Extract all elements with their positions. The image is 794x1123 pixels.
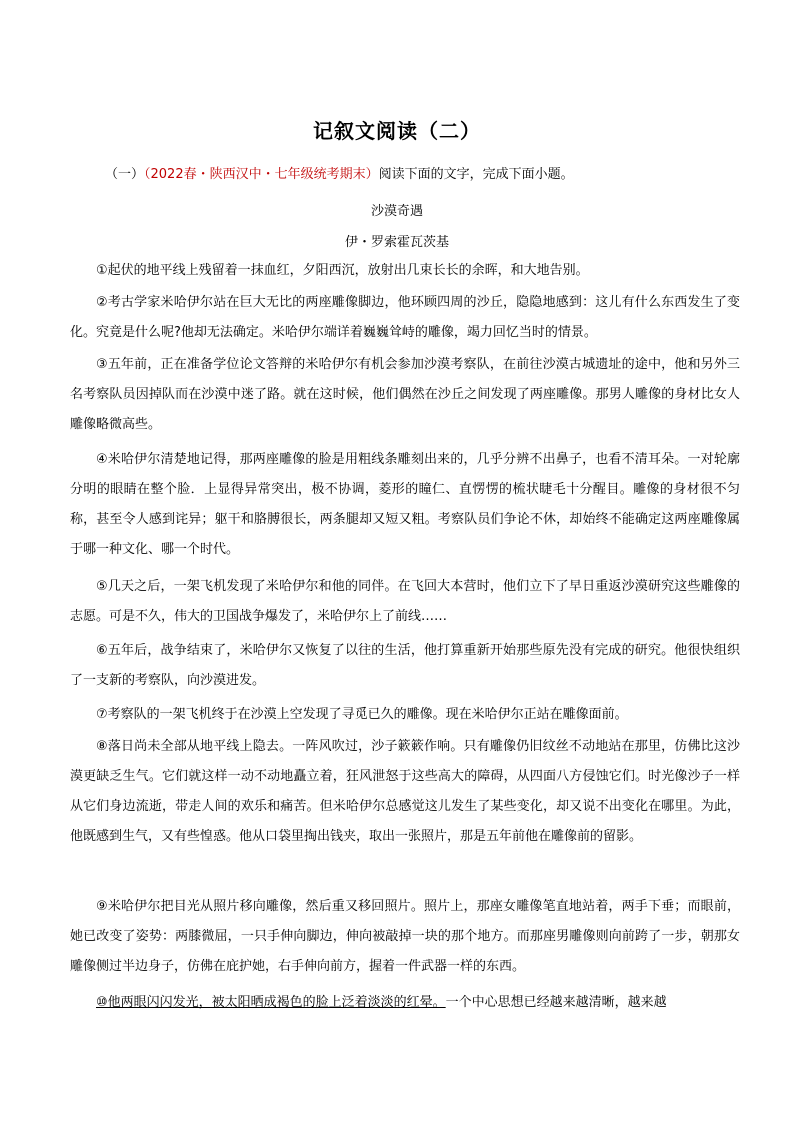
paragraph-8: ⑧落日尚未全部从地平线上隐去。一阵风吹过，沙子簌簌作响。只有雕像仍旧纹丝不动地站在那里，仿佛比这沙漠更缺乏生气。它们就这样一动不动地矗立着，狂风泄怒于这些高大的障碍，从四面八方侵蚀它们。时光像沙子一样从它们身边流逝，带走人间的欢乐和痛苦。但米哈伊尔总感觉这儿发生了某些变化，却又说不出变化在哪里。为此，他既感到生气，又有些惶惑。他从口袋里掏出钱夹，取出一张照片，那是五年前他在雕像前的留影。: [70, 739, 740, 844]
paragraph-7: ⑦考察队的一架飞机终于在沙漠上空发现了寻觅已久的雕像。现在米哈伊尔正站在雕像面前。: [96, 707, 628, 722]
story-author: 伊・罗索霍瓦茨基: [344, 235, 449, 250]
paragraph-6: ⑥五年后，战争结束了，米哈伊尔又恢复了以往的生活，他打算重新开始那些原先没有完成的研究。他很快组织了一支新的考察队，向沙漠进发。: [70, 643, 740, 688]
paragraph-2: ②考古学家米哈伊尔站在巨大无比的两座雕像脚边，他环顾四周的沙丘，隐隐地感到：这儿有什么东西发生了变化。究竟是什么呢?他却无法确定。米哈伊尔端详着巍巍耸峙的雕像，竭力回忆当时的情景。: [70, 295, 740, 340]
paragraph-5: ⑤几天之后，一架飞机发现了米哈伊尔和他的同伴。在飞回大本营时，他们立下了早日重返沙漠研究这些雕像的志愿。可是不久，伟大的卫国战争爆发了，米哈伊尔上了前线……: [70, 579, 740, 624]
question-number: （一）: [105, 167, 145, 182]
page-title: 记叙文阅读（二）: [313, 119, 481, 143]
question-source: （2022春・陕西汉中・七年级统考期末）: [144, 167, 379, 182]
underlined-sentence: ⑩他两眼闪闪发光，被太阳晒成褐色的脸上泛着淡淡的红晕。: [96, 995, 446, 1010]
question-intro: [105, 163, 574, 182]
paragraph-4: ④米哈伊尔清楚地记得，那两座雕像的脸是用粗线条雕刻出来的，几乎分辨不出鼻子，也看不清耳朵。一对轮廓分明的眼睛在整个脸．上显得异常突出，极不协调，菱形的瞳仁、直愣愣的梳状睫毛十分醒目。雕像的身材很不匀称，甚至令人感到诧异；躯干和胳膊很长，两条腿却又短又粗。考察队员们争论不休，却始终不能确定这两座雕像属于哪一种文化、哪一个时代。: [70, 452, 740, 557]
paragraph-10-rest: 一个中心思想已经越来越清晰，越来越: [445, 995, 667, 1010]
paragraph-3: ③五年前，正在准备学位论文答辩的米哈伊尔有机会参加沙漠考察队，在前往沙漠古城遗址的途中，他和另外三名考察队员因掉队而在沙漠中迷了路。就在这时候，他们偶然在沙丘之间发现了两座雕像。那男人雕像的身材比女人雕像略微高些。: [70, 357, 740, 432]
paragraph-9: ⑨米哈伊尔把目光从照片移向雕像，然后重又移回照片。照片上，那座女雕像笔直地站着，两手下垂；而眼前，她已改变了姿势：两膝微屈，一只手伸向脚边，伸向被敲掉一块的那个地方。而那座男雕像则向前跨了一步，朝那女雕像侧过半边身子，仿佛在庇护她，右手伸向前方，握着一件武器一样的东西。: [70, 899, 740, 974]
paragraph-10: [70, 988, 740, 1018]
paragraph-1: ①起伏的地平线上残留着一抹血红，夕阳西沉，放射出几束长长的余晖，和大地告别。: [96, 263, 589, 278]
question-instruction: 阅读下面的文字，完成下面小题。: [378, 167, 574, 182]
story-title: 沙漠奇遇: [370, 204, 423, 219]
